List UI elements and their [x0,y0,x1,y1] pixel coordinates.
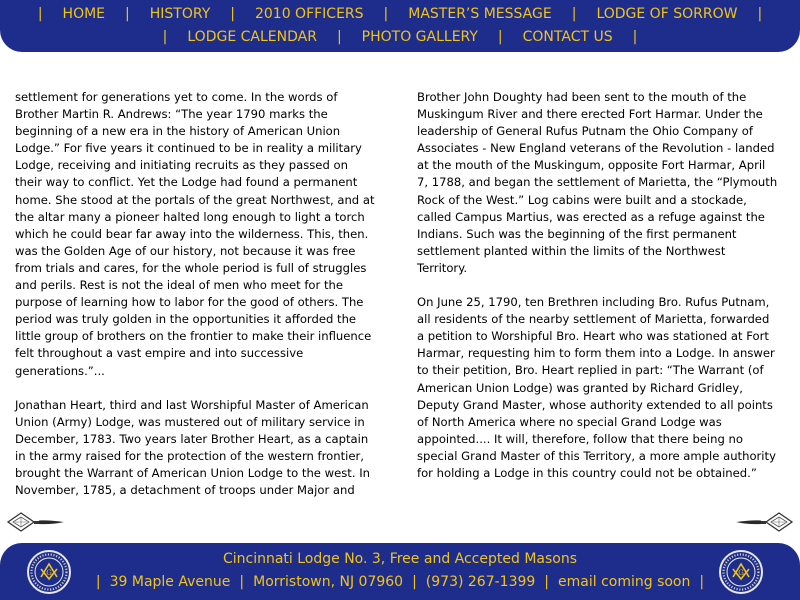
nav-separator: | [632,29,638,45]
svg-text:G: G [46,569,52,577]
nav-separator: | [383,6,389,22]
nav-link-home[interactable]: HOME [62,6,106,22]
nav-separator: | [162,29,168,45]
nav-link-masters-message[interactable]: MASTER’S MESSAGE [408,6,552,22]
top-navigation-bar [0,0,800,52]
footer-bar [0,543,800,600]
footer-separator: | [95,574,101,590]
footer-email: email coming soon [558,574,691,590]
nav-link-lodge-of-sorrow[interactable]: LODGE OF SORROW [596,6,738,22]
nav-separator: | [125,6,130,22]
nav-separator: | [230,6,235,22]
history-paragraph: Jonathan Heart, third and last Worshipful Master of American Union (Army) Lodge, was mustered out of military service in December, 1783. Two years later Brother Heart, as a captain in the army raised for the protection of the western frontier, brought the Warrant of American Union Lodge to the west. In November, 1785, a detachment of troops under Major and [15,397,370,498]
history-text-left-column [15,89,377,516]
nav-link-officers[interactable]: 2010 OFFICERS [254,6,364,22]
footer-separator: | [412,574,417,590]
footer-separator: | [239,574,245,590]
nav-link-contact-us[interactable]: CONTACT US [522,29,613,45]
nav-link-lodge-calendar[interactable]: LODGE CALENDAR [187,29,317,45]
lodge-seal-icon [718,549,764,595]
history-paragraph: On June 25, 1790, ten Brethren including Bro. Rufus Putnam, all residents of the nearby settlement of Marietta, forwarded a petition to Worshipful Bro. Heart who was stationed at Fort Harmar, requesting him to form them into a Lodge. In answer to their petition, Bro. Heart replied in part: “The Warrant (of American Union Lodge) was granted by Richard Gridley, Deputy Grand Master, whose authority extended to all points of North America where no special Grand Lodge was appointed.... It will, therefore, follow that there being no special Grand Master of this Territory, a more ample authority for holding a Lodge in this country could not be obtained.” [417,295,776,480]
footer-city: Morristown, NJ 07960 [253,574,404,590]
nav-separator: | [757,6,763,22]
nav-separator: | [37,6,43,22]
trowel-icon [6,511,66,533]
history-paragraph: settlement for generations yet to come. In the words of Brother Martin R. Andrews: “The year 1790 marks the beginning of a new era in the history of American Union Lodge.” For five years it continued to be in reality a military Lodge, receiving and initiating recruits as they passed on their way to conflict. Yet the Lodge had found a permanent home. She stood at the portals of the great Northwest, and at the altar many a pioneer halted long enough to light a torch which he could bear far away into the wilderness. This, then. was the Golden Age of our history, not because it was free from trials and cares, for the whole period is full of struggles and perils. Rest is not the ideal of men who meet for the purpose of learning how to labor for the good of others. The period was truly golden in the opportunities it afforded the little group of brothers on the frontier to make their influence felt throughout a vast empire and into successive generations.”... [15,90,375,378]
history-paragraph: Brother John Doughty had been sent to the mouth of the Muskingum River and there erected Fort Harmar. Under the leadership of General Rufus Putnam the Ohio Company of Associates - New England veterans of the Revolution - landed at the mouth of the Muskingum, opposite Fort Harmar, April 7, 1788, and began the settlement of Marietta, the “Plymouth Rock of the West.” Log cabins were built and a stockade, called Campus Martius, was erected as a refuge against the Indians. Such was the beginning of the first permanent settlement planted within the limits of the Northwest Territory. [417,90,778,275]
footer-separator: | [699,574,705,590]
nav-link-photo-gallery[interactable]: PHOTO GALLERY [361,29,478,45]
footer-phone: (973) 267-1399 [425,574,536,590]
footer-contact-line [0,574,800,590]
footer-lodge-name: Cincinnati Lodge No. 3, Free and Accepted Masons [222,551,578,567]
footer-address: 39 Maple Avenue [109,574,231,590]
trowel-icon [734,511,794,533]
nav-row-1 [0,3,800,25]
nav-separator: | [336,29,342,45]
svg-text:G: G [738,569,744,577]
nav-separator: | [497,29,503,45]
history-text-right-column [417,89,779,499]
nav-link-history[interactable]: HISTORY [149,6,211,22]
nav-row-2 [0,26,800,48]
nav-separator: | [571,6,577,22]
footer-separator: | [544,574,550,590]
